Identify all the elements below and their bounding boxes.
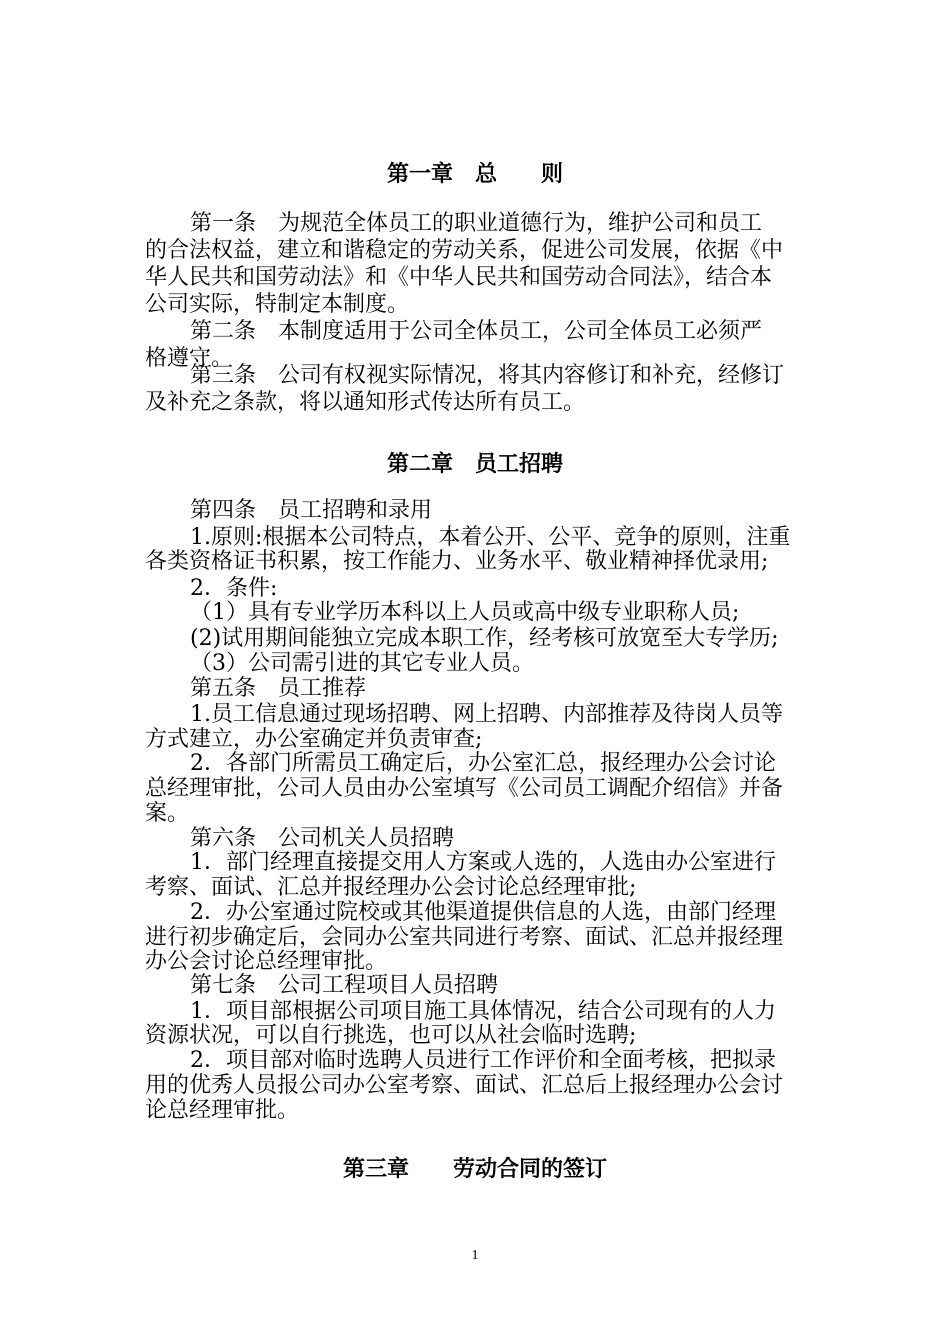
text-line: 1．部门经理直接提交用人方案或人选的，人选由办公室进行: [190, 850, 776, 875]
text-line: 第五条 员工推荐: [190, 676, 367, 701]
text-line: 2．条件:: [190, 576, 278, 601]
text-line: 1.原则:根据本公司特点，本着公开、公平、竞争的原则，注重: [190, 525, 791, 550]
text-line: (2)试用期间能独立完成本职工作，经考核可放宽至大专学历;: [190, 626, 779, 651]
text-line: 案。: [145, 801, 190, 826]
text-line: 各类资格证书积累，按工作能力、业务水平、敬业精神择优录用;: [145, 549, 769, 574]
text-line: 办公会讨论总经理审批。: [145, 949, 388, 974]
text-line: （1）具有专业学历本科以上人员或高中级专业职称人员;: [190, 600, 740, 625]
chapter-2-heading: 第二章 员工招聘: [386, 452, 563, 477]
text-line: 考察、面试、汇总并报经理办公会讨论总经理审批;: [145, 875, 637, 900]
text-line: 第三条 公司有权视实际情况，将其内容修订和补充，经修订: [190, 363, 785, 388]
text-line: 资源状况，可以自行挑选，也可以从社会临时选聘;: [145, 1023, 637, 1048]
text-line: 华人民共和国劳动法》和《中华人民共和国劳动合同法》，结合本: [145, 265, 773, 290]
text-line: 第二条 本制度适用于公司全体员工，公司全体员工必须严: [190, 319, 763, 344]
text-line: 用的优秀人员报公司办公室考察、面试、汇总后上报经理办公会讨: [145, 1073, 784, 1098]
text-line: 2．办公室通过院校或其他渠道提供信息的人选，由部门经理: [190, 900, 776, 925]
text-line: 进行初步确定后，会同办公室共同进行考察、面试、汇总并报经理: [145, 925, 784, 950]
text-line: 的合法权益，建立和谐稳定的劳动关系，促进公司发展，依据《中: [145, 238, 784, 263]
text-line: 公司实际，特制定本制度。: [145, 292, 410, 317]
chapter-1-heading: 第一章 总 则: [386, 162, 563, 187]
page-number: 1: [471, 1248, 479, 1263]
text-line: 1.员工信息通过现场招聘、网上招聘、内部推荐及待岗人员等: [190, 702, 783, 727]
text-line: 第四条 员工招聘和录用: [190, 498, 433, 523]
text-line: 论总经理审批。: [145, 1098, 300, 1123]
text-line: 第六条 公司机关人员招聘: [190, 826, 455, 851]
text-line: （3）公司需引进的其它专业人员。: [190, 651, 534, 676]
text-line: 2．项目部对临时选聘人员进行工作评价和全面考核，把拟录: [190, 1048, 776, 1073]
text-line: 第一条 为规范全体员工的职业道德行为，维护公司和员工: [190, 211, 763, 236]
text-line: 总经理审批，公司人员由办公室填写《公司员工调配介绍信》并备: [145, 776, 784, 801]
text-line: 1．项目部根据公司项目施工具体情况，结合公司现有的人力: [190, 999, 776, 1024]
text-line: 及补充之条款，将以通知形式传达所有员工。: [145, 390, 586, 415]
text-line: 2．各部门所需员工确定后，办公室汇总，报经理办公会讨论: [190, 751, 776, 776]
text-line: 第七条 公司工程项目人员招聘: [190, 973, 499, 998]
chapter-3-heading: 第三章 劳动合同的签订: [342, 1157, 607, 1182]
text-line: 格遵守。: [145, 346, 234, 371]
text-line: 方式建立，办公室确定并负责审查;: [145, 727, 483, 752]
